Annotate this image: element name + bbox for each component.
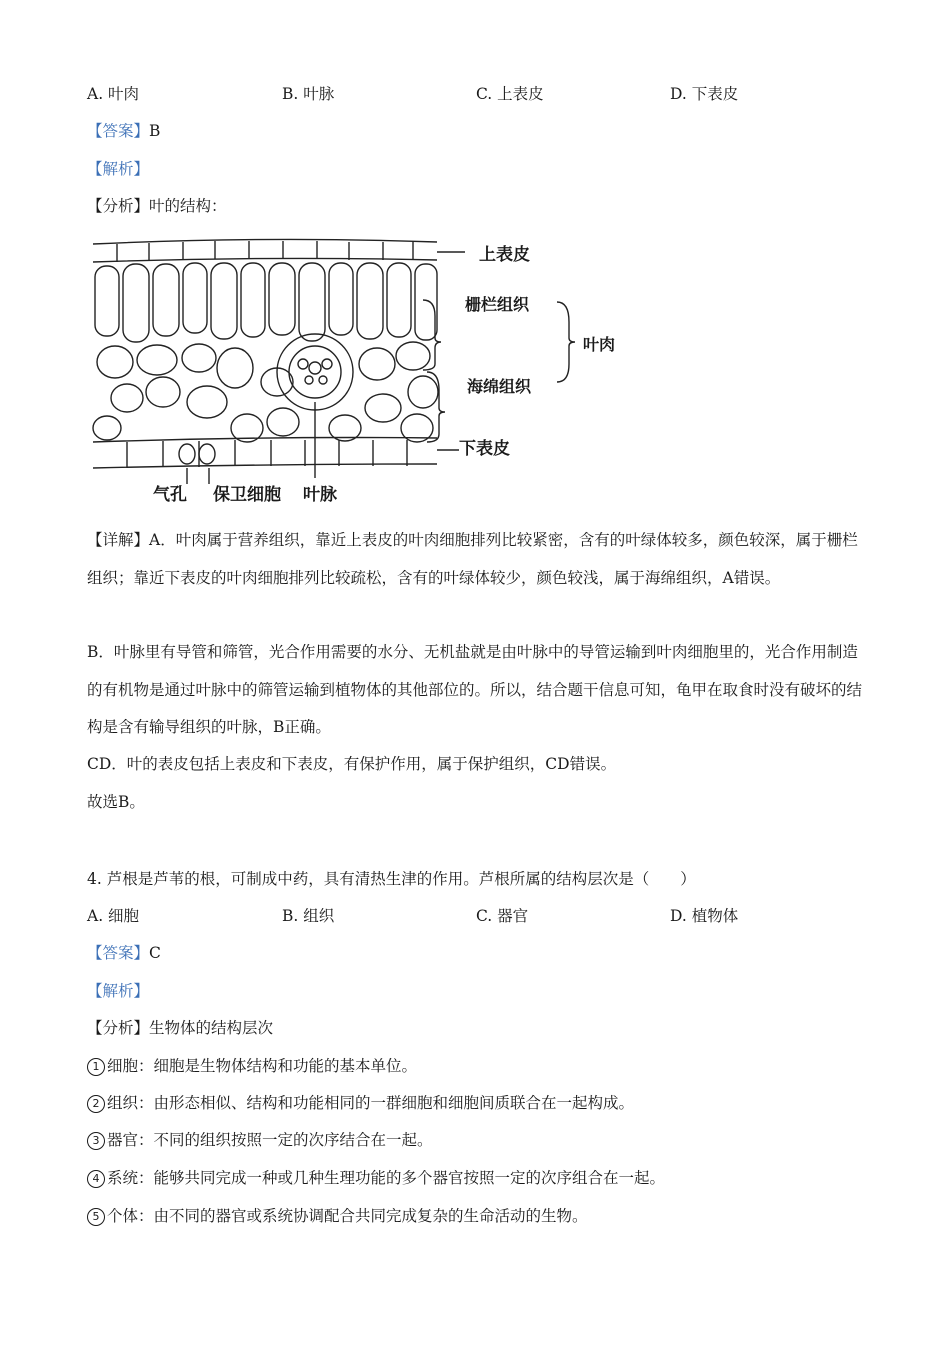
fenxi-tag: 【分析】 [87, 197, 150, 215]
q3-detail-cd: CD．叶的表皮包括上表皮和下表皮，有保护作用，属于保护组织，CD错误。 [87, 755, 617, 773]
q4-option-a: A. 细胞 [87, 907, 140, 925]
leaf-structure-diagram [87, 232, 616, 522]
lower-epidermis-outline [93, 438, 437, 443]
level-number: 3 [87, 1132, 105, 1150]
q4-option-d: D. 植物体 [670, 907, 739, 925]
q3-fenxi [87, 194, 227, 216]
answer-value: B [149, 122, 161, 140]
q3-detail-b: B．叶脉里有导管和筛管，光合作用需要的水分、无机盐就是由叶脉中的导管运输到叶肉细胞里的，光合作用制造的有机物是通过叶脉中的筛管运输到植物体的其他部位的。所以，结合题干信息可知，龟甲在取食时没有破坏的结构是含有输导组织的叶脉，B正确。 [87, 643, 863, 736]
level-item [87, 1166, 665, 1188]
vein-bundle [277, 334, 353, 478]
q4-fenxi [87, 1016, 273, 1038]
label-upper-epidermis: 上表皮 [479, 245, 530, 265]
level-text: 器官：不同的组织按照一定的次序结合在一起。 [107, 1131, 433, 1149]
detail-tag: 【详解】 [87, 531, 150, 549]
answer-tag: 【答案】 [87, 944, 150, 962]
level-text: 系统：能够共同完成一种或几种生理功能的多个器官按照一定的次序组合在一起。 [107, 1169, 666, 1187]
level-item [87, 1128, 433, 1150]
answer-value: C [149, 944, 161, 962]
label-guard-cell: 保卫细胞 [213, 485, 281, 505]
q4-stem: 4. 芦根是芦苇的根，可制成中药，具有清热生津的作用。芦根所属的结构层次是（ ） [87, 870, 696, 888]
q4-option-b: B. 组织 [282, 907, 335, 925]
fenxi-text: 叶的结构： [149, 197, 227, 215]
q3-option-c: C. 上表皮 [476, 85, 544, 103]
analysis-tag: 【解析】 [87, 982, 150, 1000]
label-spongy: 海绵组织 [467, 377, 532, 396]
spongy-cells [93, 342, 438, 442]
level-item [87, 1204, 588, 1226]
detail-a-text: A．叶肉属于营养组织，靠近上表皮的叶肉细胞排列比较紧密，含有的叶绿体较多，颜色较深，属于栅栏组织；靠近下表皮的叶肉细胞排列比较疏松，含有的叶绿体较少，颜色较浅，属于海绵组织，A错误。 [87, 531, 858, 587]
q3-conclusion: 故选B。 [87, 793, 145, 811]
label-mesophyll: 叶肉 [583, 335, 616, 354]
analysis-tag: 【解析】 [87, 160, 150, 178]
q3-analysis-heading [87, 157, 149, 179]
palisade-cells [95, 263, 437, 342]
level-number: 5 [87, 1208, 105, 1226]
q3-option-d: D. 下表皮 [670, 85, 739, 103]
q4-analysis-heading [87, 979, 149, 1001]
fenxi-tag: 【分析】 [87, 1019, 150, 1037]
stoma [179, 444, 215, 464]
label-palisade: 栅栏组织 [465, 295, 530, 314]
level-text: 细胞：细胞是生物体结构和功能的基本单位。 [107, 1057, 418, 1075]
level-text: 组织：由形态相似、结构和功能相同的一群细胞和细胞间质联合在一起构成。 [107, 1094, 635, 1112]
q4-option-c: C. 器官 [476, 907, 529, 925]
q3-option-b: B. 叶脉 [282, 85, 335, 103]
level-number: 4 [87, 1170, 105, 1188]
upper-epidermis-outline [93, 239, 437, 244]
label-vein: 叶脉 [303, 485, 337, 505]
label-lower-epidermis: 下表皮 [459, 439, 510, 459]
level-item [87, 1091, 634, 1113]
level-number: 2 [87, 1095, 105, 1113]
fenxi-text: 生物体的结构层次 [149, 1019, 274, 1037]
label-stoma: 气孔 [153, 485, 187, 505]
answer-tag: 【答案】 [87, 122, 150, 140]
level-number: 1 [87, 1058, 105, 1076]
level-item [87, 1054, 417, 1076]
level-text: 个体：由不同的器官或系统协调配合共同完成复杂的生命活动的生物。 [107, 1207, 588, 1225]
q3-detail-a [87, 522, 867, 597]
q3-option-a: A. 叶肉 [87, 85, 140, 103]
q4-answer [87, 941, 161, 963]
q3-answer [87, 119, 160, 141]
